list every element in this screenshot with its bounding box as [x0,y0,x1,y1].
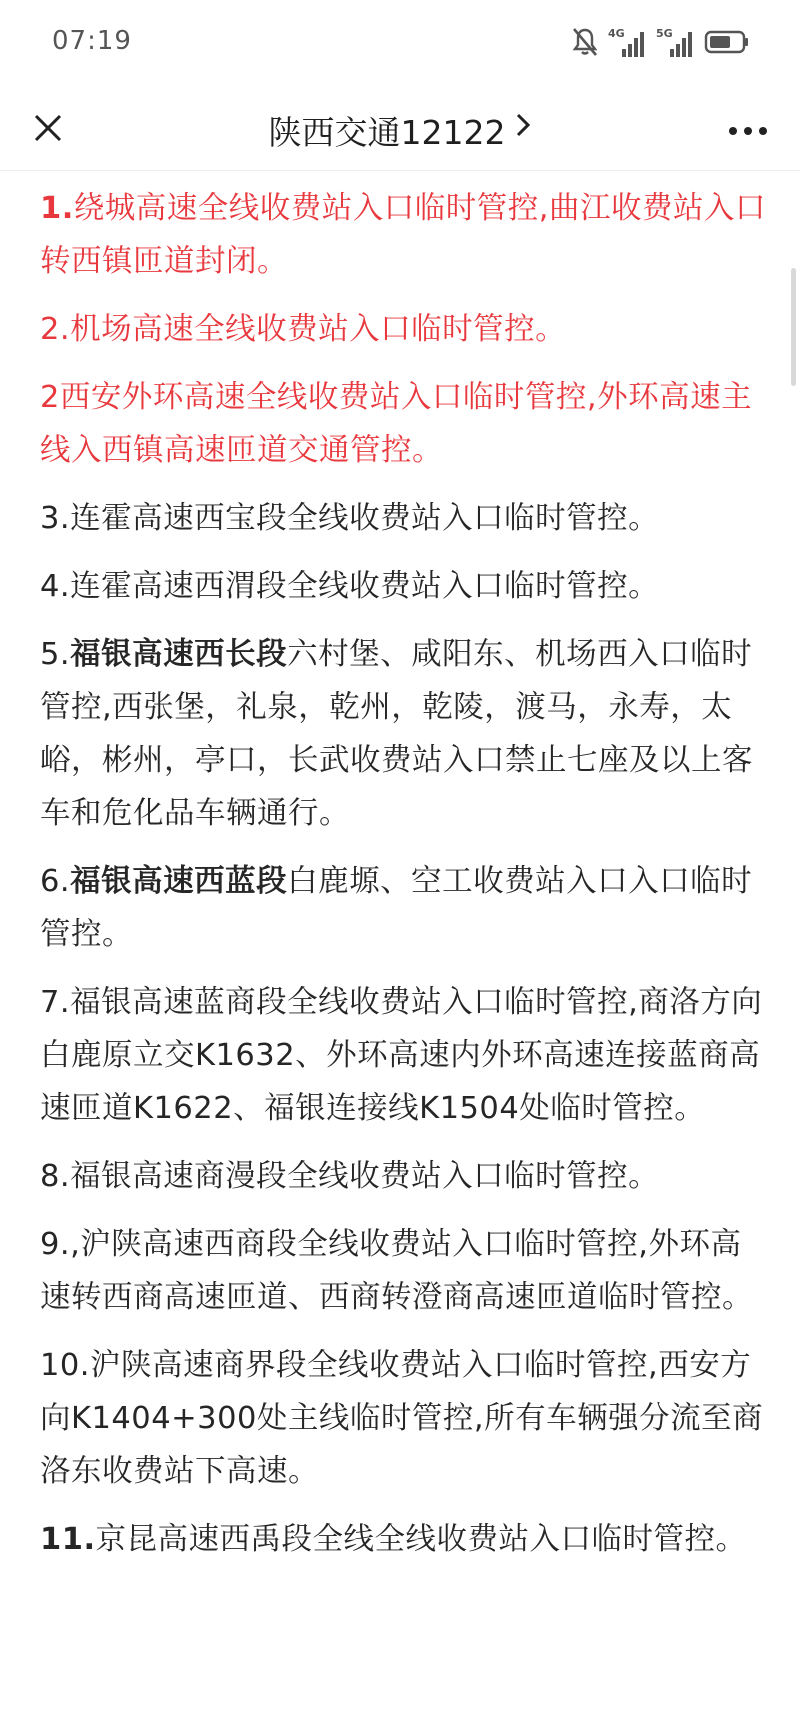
more-options-button[interactable] [718,104,778,156]
item-text: 西安外环高速全线收费站入口临时管控,外环高速主线入西镇高速匝道交通管控。 [40,380,753,468]
nav-bar [0,90,800,171]
item-text: 京昆高速西禹段全线全线收费站入口临时管控。 [95,1522,747,1557]
network-label-4g: 4G [608,27,625,40]
item-number: 8. [40,1159,71,1194]
account-title-link[interactable] [0,104,800,156]
item-text: 机场高速全线收费站入口临时管控。 [70,312,567,347]
item-number: 9. [40,1227,71,1262]
item-text: 六村堡、咸阳东、机场西入口临时管控,西张堡，礼泉，乾州，乾陵，渡马，永寿，太峪，彬州，亭口，长武收费站入口禁止七座及以上客车和危化品车辆通行。 [40,637,753,831]
signal-5g-icon [656,29,694,59]
status-bar [0,0,800,90]
item-text: 福银高速商漫段全线收费站入口临时管控。 [70,1159,660,1194]
notice-item-8 [40,1150,766,1203]
notice-item-11 [40,1513,766,1566]
item-number: 5. [40,637,71,672]
status-icons [572,26,750,62]
more-icon [728,121,768,140]
page-title: 陕西交通12122 [268,112,506,152]
chevron-right-icon [515,111,531,147]
item-number: 2. [40,312,71,347]
notice-item-6 [40,855,766,961]
item-number: 4. [40,569,71,604]
item-number: 11. [40,1522,96,1557]
scroll-indicator[interactable] [791,268,796,386]
item-text: 沪陕高速商界段全线收费站入口临时管控,西安方向K1404+300处主线临时管控,所有车辆强分流至商洛东收费站下高速。 [40,1348,764,1489]
notice-item-1 [40,182,766,288]
item-number: 7. [40,985,71,1020]
notice-item-2b [40,371,766,477]
item-text: 福银高速蓝商段全线收费站入口临时管控,商洛方向白鹿原立交K1632、外环高速内外环高速连接蓝商高速匝道K1622、福银连接线K1504处临时管控。 [40,985,763,1126]
battery-icon [704,29,750,59]
item-number: 2 [40,380,60,415]
notice-item-7 [40,976,766,1135]
item-text: ,沪陕高速西商段全线收费站入口临时管控,外环高速转西商高速匝道、西商转澄商高速匝道临时管控。 [40,1227,753,1315]
notice-item-5 [40,628,766,840]
item-number: 6. [40,864,71,899]
item-number: 10. [40,1348,91,1383]
mute-bell-icon [572,27,598,61]
item-bold-text: 福银高速西长段 [70,637,288,672]
network-label-5g: 5G [656,27,673,40]
signal-4g-icon [608,29,646,59]
notice-item-10 [40,1339,766,1498]
notice-item-2 [40,303,766,356]
status-time: 07:19 [52,26,132,56]
article-content [40,182,766,1581]
item-number: 1. [40,191,74,226]
item-text: 白鹿塬、空工收费站入口入口临时管控。 [40,864,753,952]
item-text: 连霍高速西渭段全线收费站入口临时管控。 [70,569,660,604]
item-bold-text: 福银高速西蓝段 [70,864,288,899]
notice-item-9 [40,1218,766,1324]
item-number: 3. [40,501,71,536]
item-text: 连霍高速西宝段全线收费站入口临时管控。 [70,501,660,536]
notice-item-3 [40,492,766,545]
notice-item-4 [40,560,766,613]
item-text: 绕城高速全线收费站入口临时管控,曲江收费站入口转西镇匝道封闭。 [40,191,767,279]
